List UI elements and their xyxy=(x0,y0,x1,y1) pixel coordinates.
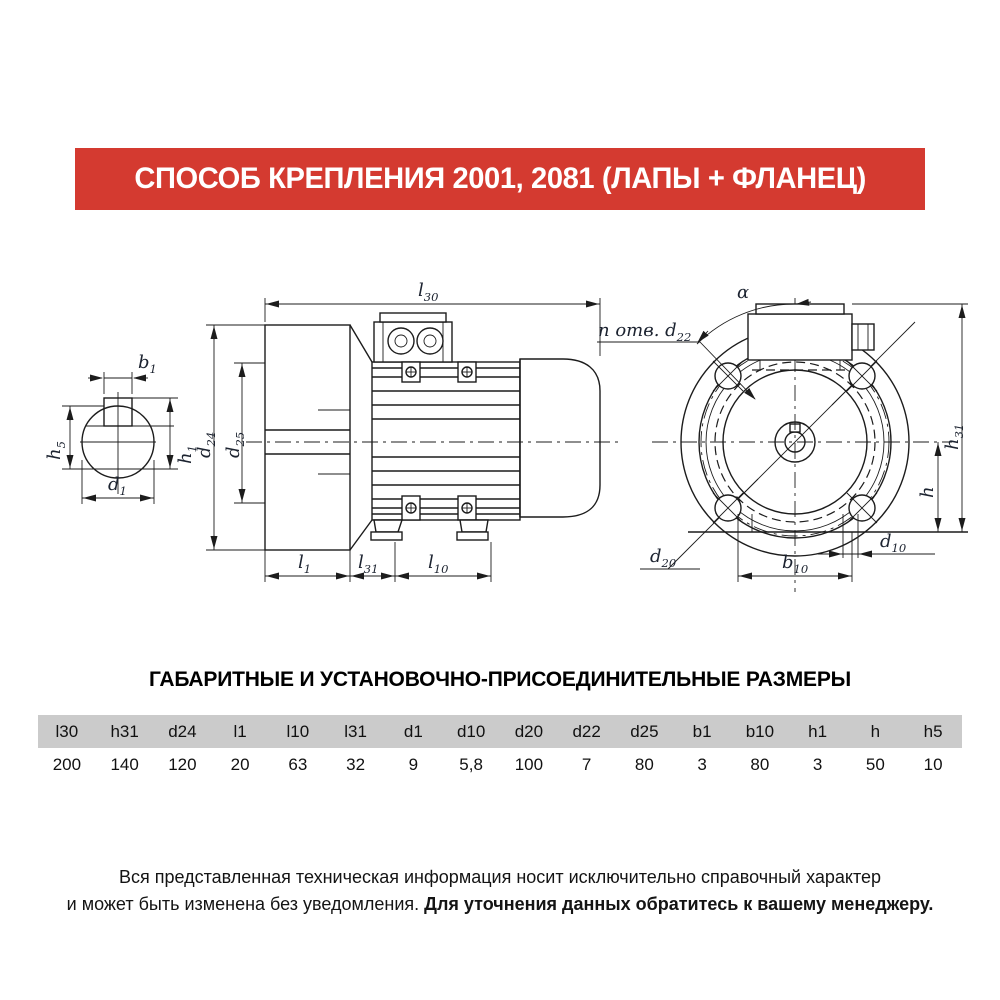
dim-label-n-otv-d22: n отв. $d_{22}$ xyxy=(598,320,692,344)
dimensions-table xyxy=(38,715,962,781)
col-header-d10: d10 xyxy=(442,715,500,748)
dim-label-h1: $h_1$ xyxy=(175,445,199,464)
value-l1: 20 xyxy=(211,748,269,781)
value-b10: 80 xyxy=(731,748,789,781)
value-h5: 10 xyxy=(904,748,962,781)
col-header-h5: h5 xyxy=(904,715,962,748)
dim-label-d25: $d_{25}$ xyxy=(223,431,247,458)
value-d22: 7 xyxy=(558,748,616,781)
value-l31: 32 xyxy=(327,748,385,781)
col-header-d24: d24 xyxy=(154,715,212,748)
disclaimer-bold: Для уточнения данных обратитесь к вашему менеджеру. xyxy=(424,894,934,914)
dimensions-table-value-row xyxy=(38,748,962,781)
dim-label-b10: $b_{10}$ xyxy=(782,552,809,576)
page-title: СПОСОБ КРЕПЛЕНИЯ 2001, 2081 (ЛАПЫ + ФЛАНЕЦ) xyxy=(134,162,866,195)
value-d10: 5,8 xyxy=(442,748,500,781)
col-header-l10: l10 xyxy=(269,715,327,748)
value-h31: 140 xyxy=(96,748,154,781)
dim-label-l30: $l_{30}$ xyxy=(418,280,439,304)
dim-label-b1: $b_1$ xyxy=(138,352,157,376)
col-header-d20: d20 xyxy=(500,715,558,748)
section-title: ГАБАРИТНЫЕ И УСТАНОВОЧНО-ПРИСОЕДИНИТЕЛЬНЫЕ РАЗМЕРЫ xyxy=(148,668,851,691)
shaft-section-view xyxy=(44,352,199,504)
dim-label-h: h xyxy=(917,486,938,498)
dim-label-h31: $h_{31}$ xyxy=(942,423,966,450)
title-banner xyxy=(75,148,925,210)
col-header-l31: l31 xyxy=(327,715,385,748)
dim-label-l10: $l_{10}$ xyxy=(428,552,449,576)
side-view xyxy=(194,280,618,582)
col-header-d22: d22 xyxy=(558,715,616,748)
disclaimer-line2: и может быть изменена без уведомления. xyxy=(66,894,425,914)
col-header-h1: h1 xyxy=(789,715,847,748)
front-flange-view xyxy=(597,282,968,592)
col-header-b1: b1 xyxy=(673,715,731,748)
value-h: 50 xyxy=(847,748,905,781)
dim-label-d1: $d_1$ xyxy=(108,474,127,498)
value-b1: 3 xyxy=(673,748,731,781)
dim-label-d20: $d_{20}$ xyxy=(650,546,677,570)
col-header-l30: l30 xyxy=(38,715,96,748)
value-l30: 200 xyxy=(38,748,96,781)
col-header-b10: b10 xyxy=(731,715,789,748)
disclaimer-line1: Вся представленная техническая информация носит исключительно справочный характер xyxy=(118,867,882,887)
disclaimer xyxy=(50,864,950,918)
col-header-h: h xyxy=(847,715,905,748)
dim-label-l1: $l_1$ xyxy=(298,552,312,576)
value-h1: 3 xyxy=(789,748,847,781)
col-header-d25: d25 xyxy=(616,715,674,748)
col-header-h31: h31 xyxy=(96,715,154,748)
dim-label-l31: $l_{31}$ xyxy=(358,552,379,576)
dim-label-d10: $d_{10}$ xyxy=(880,531,907,555)
value-d1: 9 xyxy=(385,748,443,781)
dimensions-table-header-row xyxy=(38,715,962,748)
dim-label-d24: $d_{24}$ xyxy=(194,431,218,458)
dim-label-alpha: α xyxy=(737,282,750,303)
col-header-d1: d1 xyxy=(385,715,443,748)
col-header-l1: l1 xyxy=(211,715,269,748)
value-l10: 63 xyxy=(269,748,327,781)
value-d20: 100 xyxy=(500,748,558,781)
value-d24: 120 xyxy=(154,748,212,781)
technical-drawing xyxy=(0,258,1000,598)
value-d25: 80 xyxy=(616,748,674,781)
dim-label-h5: $h_5$ xyxy=(44,441,68,460)
